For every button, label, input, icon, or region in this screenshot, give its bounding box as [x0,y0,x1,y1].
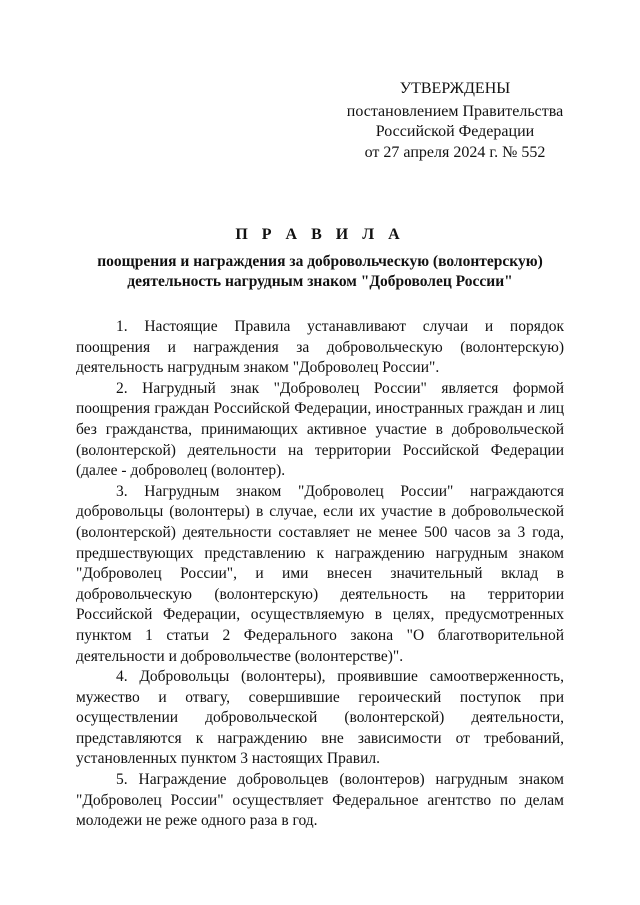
paragraph-2: 2. Нагрудный знак "Доброволец России" является формой поощрения граждан Российской Федерации, иностранных граждан и лиц без гражданства, принимающих активное участие в добровольческой (волонтерской) деятельности на территории Российской Федерации (далее - доброволец (волонтер). [76,379,564,480]
approval-date-number: от 27 апреля 2024 г. № 552 [364,143,546,161]
paragraph-5: 5. Награждение добровольцев (волонтеров) нагрудным знаком "Доброволец России" осуществляет Федеральное агентство по делам молодежи не реже одного раза в год. [76,771,564,830]
document-body [76,317,564,832]
approval-heading: УТВЕРЖДЕНЫ [399,80,511,97]
paragraph-1: 1. Настоящие Правила устанавливают случаи и порядок поощрения и награждения за добровольческую (волонтерскую) деятельность нагрудным знаком "Доброволец России". [76,318,564,377]
approval-issuer-country: Российской Федерации [375,123,535,140]
paragraph-4: 4. Добровольцы (волонтеры), проявившие самоотверженность, мужество и отвагу, совершившие героический поступок при осуществлении добровольческой (волонтерской) деятельности, представляются к награждению вне зависимости от требований, установленных пунктом 3 настоящих Правил. [76,668,564,768]
approval-stamp [330,79,580,163]
approval-issuer: постановлением Правительства [346,102,564,120]
paragraph-3: 3. Нагрудным знаком "Доброволец России" награждаются добровольцы (волонтеры) в случае, если их участие в добровольческой (волонтерской) деятельности составляет не менее 500 часов за 3 года, предшествующих представлению к награждению нагрудным знаком "Доброволец России", и ими внесен значительный вклад в добровольческую (волонтерскую) деятельность на территории Российской Федерации, осуществляемую в целях, предусмотренных пунктом 1 статьи 2 Федерального закона "О благотворительной деятельности и добровольчестве (волонтерстве)". [76,482,564,665]
document-subtitle: поощрения и награждения за добровольческую (волонтерскую) деятельность нагрудным знаком "Доброволец России" [97,253,543,290]
document-title: П Р А В И Л А [235,226,405,243]
